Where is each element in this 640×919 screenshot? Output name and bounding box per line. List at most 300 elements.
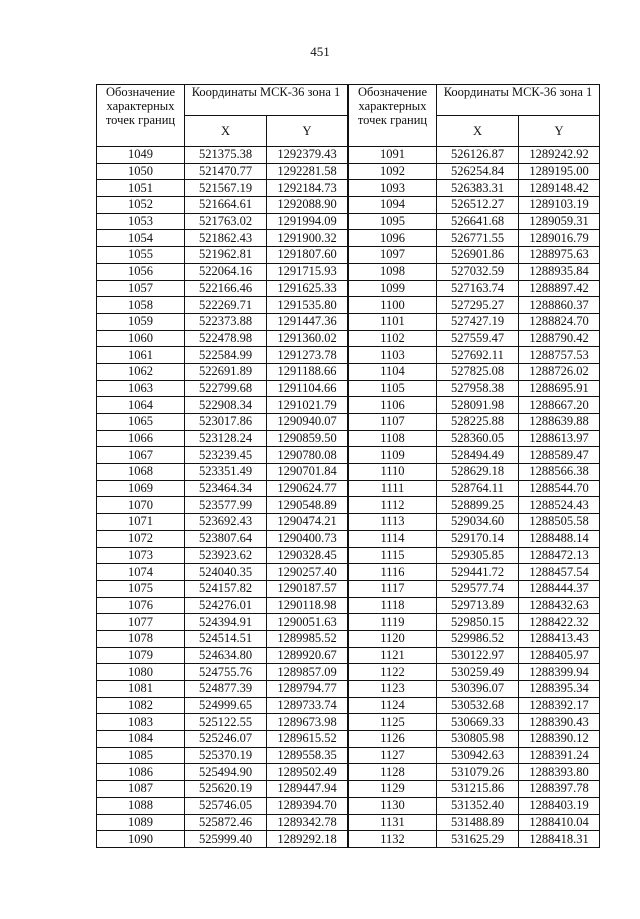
point-number-cell: 1131 <box>349 814 437 831</box>
table-row <box>97 313 348 330</box>
table-row <box>97 731 348 748</box>
y-coordinate-cell: 1290328.45 <box>267 547 348 564</box>
x-coordinate-cell: 528360.05 <box>437 430 519 447</box>
point-number-cell: 1067 <box>97 447 185 464</box>
point-number-cell: 1113 <box>349 514 437 531</box>
point-number-cell: 1114 <box>349 530 437 547</box>
x-coordinate-cell: 523017.86 <box>185 414 267 431</box>
table-row <box>97 464 348 481</box>
y-coordinate-cell: 1290187.57 <box>267 580 348 597</box>
y-coordinate-cell: 1288524.43 <box>519 497 600 514</box>
point-number-cell: 1056 <box>97 263 185 280</box>
x-coordinate-cell: 523577.99 <box>185 497 267 514</box>
x-coordinate-cell: 528764.11 <box>437 480 519 497</box>
x-coordinate-cell: 524157.82 <box>185 580 267 597</box>
table-row <box>97 480 348 497</box>
table-row <box>97 630 348 647</box>
header-designation: Обозначение характерных точек границ <box>97 85 185 147</box>
table-row <box>349 814 600 831</box>
point-number-cell: 1119 <box>349 614 437 631</box>
y-coordinate-cell: 1291994.09 <box>267 213 348 230</box>
x-coordinate-cell: 526641.68 <box>437 213 519 230</box>
table-row <box>97 430 348 447</box>
header-coordinates: Координаты МСК-36 зона 1 <box>185 85 348 116</box>
table-row <box>349 297 600 314</box>
table-row <box>97 764 348 781</box>
point-number-cell: 1054 <box>97 230 185 247</box>
y-coordinate-cell: 1291021.79 <box>267 397 348 414</box>
table-row <box>97 263 348 280</box>
table-row <box>349 731 600 748</box>
x-coordinate-cell: 523692.43 <box>185 514 267 531</box>
x-coordinate-cell: 524040.35 <box>185 564 267 581</box>
table-row <box>97 647 348 664</box>
x-coordinate-cell: 524755.76 <box>185 664 267 681</box>
table-row <box>349 514 600 531</box>
header-x: X <box>437 116 519 147</box>
table-row <box>97 363 348 380</box>
point-number-cell: 1129 <box>349 781 437 798</box>
x-coordinate-cell: 526771.55 <box>437 230 519 247</box>
y-coordinate-cell: 1291535.80 <box>267 297 348 314</box>
table-row <box>97 831 348 848</box>
y-coordinate-cell: 1288566.38 <box>519 464 600 481</box>
y-coordinate-cell: 1289103.19 <box>519 197 600 214</box>
point-number-cell: 1130 <box>349 797 437 814</box>
x-coordinate-cell: 527163.74 <box>437 280 519 297</box>
table-row <box>97 163 348 180</box>
x-coordinate-cell: 525999.40 <box>185 831 267 848</box>
y-coordinate-cell: 1288413.43 <box>519 630 600 647</box>
x-coordinate-cell: 527692.11 <box>437 347 519 364</box>
table-row <box>97 414 348 431</box>
table-row <box>349 447 600 464</box>
table-row <box>97 213 348 230</box>
point-number-cell: 1053 <box>97 213 185 230</box>
table-row <box>349 247 600 264</box>
x-coordinate-cell: 526512.27 <box>437 197 519 214</box>
table-row <box>349 831 600 848</box>
y-coordinate-cell: 1291900.32 <box>267 230 348 247</box>
point-number-cell: 1108 <box>349 430 437 447</box>
y-coordinate-cell: 1291104.66 <box>267 380 348 397</box>
y-coordinate-cell: 1288395.34 <box>519 681 600 698</box>
table-row <box>97 814 348 831</box>
x-coordinate-cell: 525872.46 <box>185 814 267 831</box>
point-number-cell: 1058 <box>97 297 185 314</box>
x-coordinate-cell: 530122.97 <box>437 647 519 664</box>
x-coordinate-cell: 523807.64 <box>185 530 267 547</box>
table-row <box>349 163 600 180</box>
point-number-cell: 1091 <box>349 147 437 164</box>
table-row <box>97 230 348 247</box>
point-number-cell: 1086 <box>97 764 185 781</box>
x-coordinate-cell: 528225.88 <box>437 414 519 431</box>
table-row <box>97 197 348 214</box>
table-row <box>349 363 600 380</box>
point-number-cell: 1050 <box>97 163 185 180</box>
y-coordinate-cell: 1289857.09 <box>267 664 348 681</box>
y-coordinate-cell: 1290701.84 <box>267 464 348 481</box>
y-coordinate-cell: 1289673.98 <box>267 714 348 731</box>
x-coordinate-cell: 527559.47 <box>437 330 519 347</box>
point-number-cell: 1072 <box>97 530 185 547</box>
point-number-cell: 1126 <box>349 731 437 748</box>
x-coordinate-cell: 522064.16 <box>185 263 267 280</box>
table-row <box>97 180 348 197</box>
point-number-cell: 1094 <box>349 197 437 214</box>
point-number-cell: 1069 <box>97 480 185 497</box>
y-coordinate-cell: 1291360.02 <box>267 330 348 347</box>
table-row <box>97 714 348 731</box>
table-row <box>349 430 600 447</box>
y-coordinate-cell: 1291273.78 <box>267 347 348 364</box>
point-number-cell: 1060 <box>97 330 185 347</box>
header-y: Y <box>519 116 600 147</box>
x-coordinate-cell: 521962.81 <box>185 247 267 264</box>
x-coordinate-cell: 531488.89 <box>437 814 519 831</box>
y-coordinate-cell: 1292379.43 <box>267 147 348 164</box>
table-row <box>349 464 600 481</box>
point-number-cell: 1125 <box>349 714 437 731</box>
point-number-cell: 1096 <box>349 230 437 247</box>
x-coordinate-cell: 529713.89 <box>437 597 519 614</box>
y-coordinate-cell: 1288393.80 <box>519 764 600 781</box>
y-coordinate-cell: 1290780.08 <box>267 447 348 464</box>
table-row <box>97 447 348 464</box>
table-row <box>97 147 348 164</box>
table-row <box>349 797 600 814</box>
y-coordinate-cell: 1289394.70 <box>267 797 348 814</box>
x-coordinate-cell: 527958.38 <box>437 380 519 397</box>
point-number-cell: 1083 <box>97 714 185 731</box>
y-coordinate-cell: 1288457.54 <box>519 564 600 581</box>
y-coordinate-cell: 1288432.63 <box>519 597 600 614</box>
table-row <box>349 530 600 547</box>
y-coordinate-cell: 1289502.49 <box>267 764 348 781</box>
table-row <box>349 564 600 581</box>
point-number-cell: 1102 <box>349 330 437 347</box>
x-coordinate-cell: 523128.24 <box>185 430 267 447</box>
table-body-right <box>349 147 600 848</box>
point-number-cell: 1049 <box>97 147 185 164</box>
point-number-cell: 1128 <box>349 764 437 781</box>
y-coordinate-cell: 1288897.42 <box>519 280 600 297</box>
point-number-cell: 1127 <box>349 747 437 764</box>
x-coordinate-cell: 522908.34 <box>185 397 267 414</box>
point-number-cell: 1106 <box>349 397 437 414</box>
table-row <box>349 547 600 564</box>
point-number-cell: 1082 <box>97 697 185 714</box>
table-row <box>349 330 600 347</box>
table-row <box>349 781 600 798</box>
x-coordinate-cell: 523464.34 <box>185 480 267 497</box>
point-number-cell: 1087 <box>97 781 185 798</box>
table-row <box>97 280 348 297</box>
point-number-cell: 1099 <box>349 280 437 297</box>
x-coordinate-cell: 525746.05 <box>185 797 267 814</box>
y-coordinate-cell: 1288695.91 <box>519 380 600 397</box>
point-number-cell: 1064 <box>97 397 185 414</box>
y-coordinate-cell: 1290859.50 <box>267 430 348 447</box>
coordinates-table-left <box>96 84 348 848</box>
x-coordinate-cell: 530259.49 <box>437 664 519 681</box>
y-coordinate-cell: 1288544.70 <box>519 480 600 497</box>
x-coordinate-cell: 528899.25 <box>437 497 519 514</box>
y-coordinate-cell: 1289242.92 <box>519 147 600 164</box>
point-number-cell: 1051 <box>97 180 185 197</box>
y-coordinate-cell: 1288392.17 <box>519 697 600 714</box>
y-coordinate-cell: 1289059.31 <box>519 213 600 230</box>
table-row <box>97 247 348 264</box>
y-coordinate-cell: 1288422.32 <box>519 614 600 631</box>
x-coordinate-cell: 529986.52 <box>437 630 519 647</box>
x-coordinate-cell: 531215.86 <box>437 781 519 798</box>
x-coordinate-cell: 530532.68 <box>437 697 519 714</box>
x-coordinate-cell: 522478.98 <box>185 330 267 347</box>
x-coordinate-cell: 529305.85 <box>437 547 519 564</box>
point-number-cell: 1118 <box>349 597 437 614</box>
x-coordinate-cell: 524276.01 <box>185 597 267 614</box>
x-coordinate-cell: 529850.15 <box>437 614 519 631</box>
y-coordinate-cell: 1289558.35 <box>267 747 348 764</box>
table-row <box>349 681 600 698</box>
y-coordinate-cell: 1292088.90 <box>267 197 348 214</box>
x-coordinate-cell: 527427.19 <box>437 313 519 330</box>
point-number-cell: 1061 <box>97 347 185 364</box>
table-row <box>97 597 348 614</box>
point-number-cell: 1121 <box>349 647 437 664</box>
table-row <box>349 580 600 597</box>
table-row <box>97 664 348 681</box>
point-number-cell: 1055 <box>97 247 185 264</box>
point-number-cell: 1084 <box>97 731 185 748</box>
point-number-cell: 1103 <box>349 347 437 364</box>
y-coordinate-cell: 1291807.60 <box>267 247 348 264</box>
y-coordinate-cell: 1289794.77 <box>267 681 348 698</box>
table-row <box>349 614 600 631</box>
y-coordinate-cell: 1290940.07 <box>267 414 348 431</box>
table-row <box>349 313 600 330</box>
x-coordinate-cell: 522166.46 <box>185 280 267 297</box>
point-number-cell: 1092 <box>349 163 437 180</box>
x-coordinate-cell: 524514.51 <box>185 630 267 647</box>
point-number-cell: 1132 <box>349 831 437 848</box>
x-coordinate-cell: 522584.99 <box>185 347 267 364</box>
y-coordinate-cell: 1288935.84 <box>519 263 600 280</box>
x-coordinate-cell: 528629.18 <box>437 464 519 481</box>
y-coordinate-cell: 1292281.58 <box>267 163 348 180</box>
y-coordinate-cell: 1288390.43 <box>519 714 600 731</box>
y-coordinate-cell: 1289733.74 <box>267 697 348 714</box>
y-coordinate-cell: 1288667.20 <box>519 397 600 414</box>
point-number-cell: 1057 <box>97 280 185 297</box>
y-coordinate-cell: 1290118.98 <box>267 597 348 614</box>
table-row <box>349 213 600 230</box>
y-coordinate-cell: 1289342.78 <box>267 814 348 831</box>
y-coordinate-cell: 1289292.18 <box>267 831 348 848</box>
y-coordinate-cell: 1288391.24 <box>519 747 600 764</box>
x-coordinate-cell: 531352.40 <box>437 797 519 814</box>
y-coordinate-cell: 1289148.42 <box>519 180 600 197</box>
table-row <box>97 797 348 814</box>
y-coordinate-cell: 1291188.66 <box>267 363 348 380</box>
table-row <box>97 497 348 514</box>
x-coordinate-cell: 526126.87 <box>437 147 519 164</box>
x-coordinate-cell: 531625.29 <box>437 831 519 848</box>
page-number: 451 <box>310 44 330 59</box>
table-body-left <box>97 147 348 848</box>
y-coordinate-cell: 1288405.97 <box>519 647 600 664</box>
point-number-cell: 1105 <box>349 380 437 397</box>
table-row <box>97 564 348 581</box>
y-coordinate-cell: 1288488.14 <box>519 530 600 547</box>
table-row <box>349 347 600 364</box>
point-number-cell: 1070 <box>97 497 185 514</box>
point-number-cell: 1075 <box>97 580 185 597</box>
point-number-cell: 1098 <box>349 263 437 280</box>
y-coordinate-cell: 1289195.00 <box>519 163 600 180</box>
y-coordinate-cell: 1288860.37 <box>519 297 600 314</box>
point-number-cell: 1104 <box>349 363 437 380</box>
point-number-cell: 1066 <box>97 430 185 447</box>
point-number-cell: 1107 <box>349 414 437 431</box>
x-coordinate-cell: 525620.19 <box>185 781 267 798</box>
y-coordinate-cell: 1288410.04 <box>519 814 600 831</box>
table-row <box>97 614 348 631</box>
table-row <box>349 497 600 514</box>
point-number-cell: 1073 <box>97 547 185 564</box>
y-coordinate-cell: 1288639.88 <box>519 414 600 431</box>
point-number-cell: 1090 <box>97 831 185 848</box>
point-number-cell: 1063 <box>97 380 185 397</box>
point-number-cell: 1059 <box>97 313 185 330</box>
point-number-cell: 1085 <box>97 747 185 764</box>
x-coordinate-cell: 521567.19 <box>185 180 267 197</box>
y-coordinate-cell: 1289447.94 <box>267 781 348 798</box>
table-row <box>349 180 600 197</box>
point-number-cell: 1116 <box>349 564 437 581</box>
x-coordinate-cell: 529441.72 <box>437 564 519 581</box>
point-number-cell: 1093 <box>349 180 437 197</box>
y-coordinate-cell: 1290400.73 <box>267 530 348 547</box>
table-row <box>97 347 348 364</box>
x-coordinate-cell: 530942.63 <box>437 747 519 764</box>
y-coordinate-cell: 1291447.36 <box>267 313 348 330</box>
point-number-cell: 1079 <box>97 647 185 664</box>
table-row <box>349 197 600 214</box>
x-coordinate-cell: 521664.61 <box>185 197 267 214</box>
x-coordinate-cell: 522373.88 <box>185 313 267 330</box>
table-row <box>97 530 348 547</box>
point-number-cell: 1109 <box>349 447 437 464</box>
x-coordinate-cell: 524877.39 <box>185 681 267 698</box>
x-coordinate-cell: 529170.14 <box>437 530 519 547</box>
x-coordinate-cell: 529577.74 <box>437 580 519 597</box>
header-y: Y <box>267 116 348 147</box>
x-coordinate-cell: 522691.89 <box>185 363 267 380</box>
point-number-cell: 1112 <box>349 497 437 514</box>
table-row <box>97 547 348 564</box>
y-coordinate-cell: 1288824.70 <box>519 313 600 330</box>
table-row <box>349 647 600 664</box>
table-row <box>349 630 600 647</box>
y-coordinate-cell: 1288790.42 <box>519 330 600 347</box>
table-row <box>349 664 600 681</box>
y-coordinate-cell: 1288505.58 <box>519 514 600 531</box>
x-coordinate-cell: 522269.71 <box>185 297 267 314</box>
y-coordinate-cell: 1290051.63 <box>267 614 348 631</box>
header-x: X <box>185 116 267 147</box>
point-number-cell: 1101 <box>349 313 437 330</box>
coordinates-table-right <box>348 84 600 848</box>
point-number-cell: 1052 <box>97 197 185 214</box>
x-coordinate-cell: 530805.98 <box>437 731 519 748</box>
y-coordinate-cell: 1289985.52 <box>267 630 348 647</box>
x-coordinate-cell: 526254.84 <box>437 163 519 180</box>
x-coordinate-cell: 526901.86 <box>437 247 519 264</box>
point-number-cell: 1097 <box>349 247 437 264</box>
y-coordinate-cell: 1288399.94 <box>519 664 600 681</box>
point-number-cell: 1077 <box>97 614 185 631</box>
table-row <box>349 697 600 714</box>
y-coordinate-cell: 1290474.21 <box>267 514 348 531</box>
x-coordinate-cell: 523923.62 <box>185 547 267 564</box>
point-number-cell: 1115 <box>349 547 437 564</box>
x-coordinate-cell: 524999.65 <box>185 697 267 714</box>
point-number-cell: 1074 <box>97 564 185 581</box>
table-row <box>349 764 600 781</box>
point-number-cell: 1081 <box>97 681 185 698</box>
point-number-cell: 1111 <box>349 480 437 497</box>
table-row <box>97 330 348 347</box>
point-number-cell: 1065 <box>97 414 185 431</box>
y-coordinate-cell: 1288472.13 <box>519 547 600 564</box>
table-row <box>97 380 348 397</box>
x-coordinate-cell: 525370.19 <box>185 747 267 764</box>
y-coordinate-cell: 1288418.31 <box>519 831 600 848</box>
x-coordinate-cell: 523351.49 <box>185 464 267 481</box>
x-coordinate-cell: 524394.91 <box>185 614 267 631</box>
x-coordinate-cell: 528494.49 <box>437 447 519 464</box>
x-coordinate-cell: 527295.27 <box>437 297 519 314</box>
y-coordinate-cell: 1288589.47 <box>519 447 600 464</box>
y-coordinate-cell: 1288403.19 <box>519 797 600 814</box>
x-coordinate-cell: 521862.43 <box>185 230 267 247</box>
point-number-cell: 1089 <box>97 814 185 831</box>
x-coordinate-cell: 523239.45 <box>185 447 267 464</box>
x-coordinate-cell: 526383.31 <box>437 180 519 197</box>
table-row <box>97 747 348 764</box>
y-coordinate-cell: 1290624.77 <box>267 480 348 497</box>
table-row <box>349 147 600 164</box>
x-coordinate-cell: 529034.60 <box>437 514 519 531</box>
y-coordinate-cell: 1292184.73 <box>267 180 348 197</box>
table-row <box>349 380 600 397</box>
table-row <box>349 230 600 247</box>
y-coordinate-cell: 1288397.78 <box>519 781 600 798</box>
x-coordinate-cell: 521470.77 <box>185 163 267 180</box>
y-coordinate-cell: 1288975.63 <box>519 247 600 264</box>
x-coordinate-cell: 521375.38 <box>185 147 267 164</box>
table-row <box>97 514 348 531</box>
x-coordinate-cell: 527032.59 <box>437 263 519 280</box>
y-coordinate-cell: 1290257.40 <box>267 564 348 581</box>
y-coordinate-cell: 1291625.33 <box>267 280 348 297</box>
x-coordinate-cell: 530396.07 <box>437 681 519 698</box>
table-row <box>349 280 600 297</box>
point-number-cell: 1068 <box>97 464 185 481</box>
